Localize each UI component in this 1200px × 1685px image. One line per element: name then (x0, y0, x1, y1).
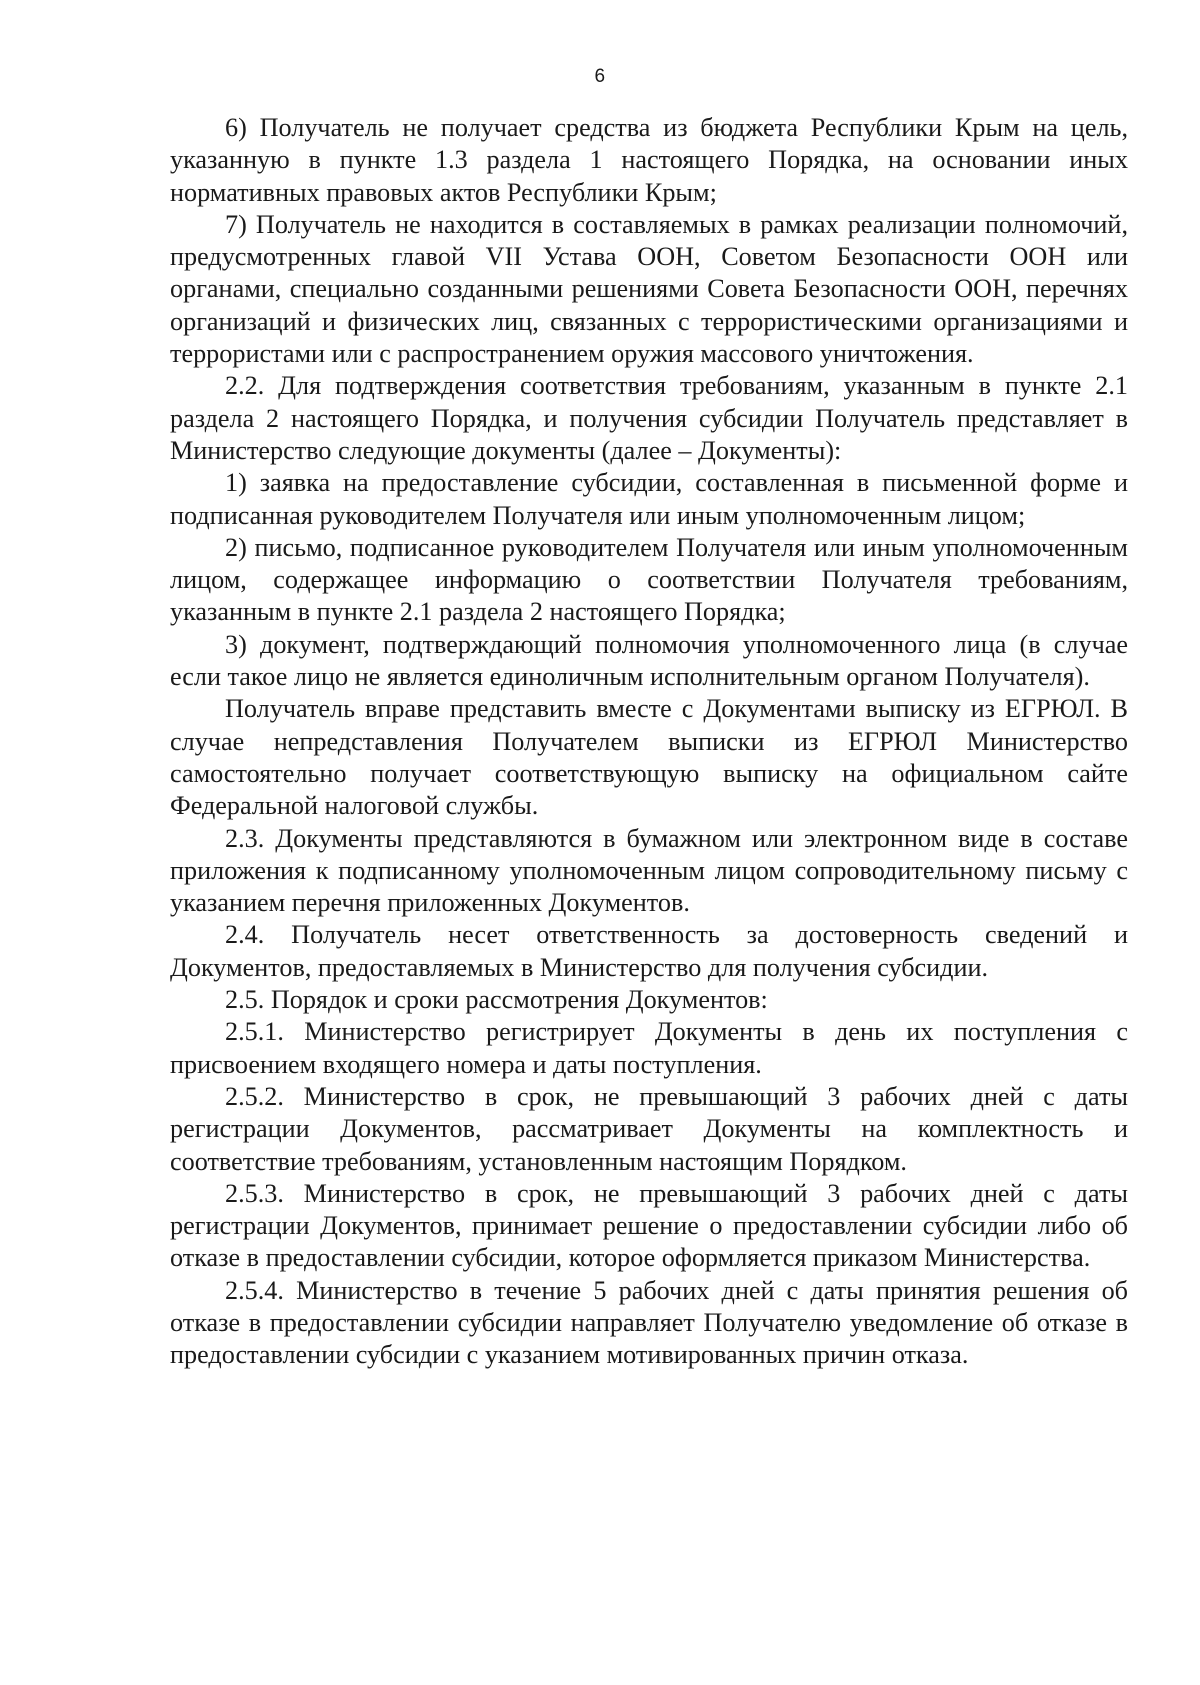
paragraph-egrul: Получатель вправе представить вместе с Документами выписку из ЕГРЮЛ. В случае непредставления Получателем выписки из ЕГРЮЛ Министерство самостоятельно получает соответствующую выписку на официальном сайте Федеральной налоговой службы. (170, 694, 1128, 821)
paragraph-2-5: 2.5. Порядок и сроки рассмотрения Документов: (225, 985, 768, 1015)
document-body (170, 112, 1128, 1372)
paragraph-2-2: 2.2. Для подтверждения соответствия требованиям, указанным в пункте 2.1 раздела 2 настоящего Порядка, и получения субсидии Получатель представляет в Министерство следующие документы (далее – Документы): (170, 371, 1128, 465)
paragraph-2-5-3: 2.5.3. Министерство в срок, не превышающий 3 рабочих дней с даты регистрации Документов, принимает решение о предоставлении субсидии либо об отказе в предоставлении субсидии, которое оформляется приказом Министерства. (170, 1178, 1128, 1273)
page-number: 6 (594, 66, 606, 87)
paragraph-2-4: 2.4. Получатель несет ответственность за достоверность сведений и Документов, предоставляемых в Министерство для получения субсидии. (170, 920, 1128, 982)
paragraph-2-5-4: 2.5.4. Министерство в течение 5 рабочих дней с даты принятия решения об отказе в предоставлении субсидии направляет Получателю уведомление об отказе в предоставлении субсидии с указанием мотивированных причин отказа. (170, 1275, 1128, 1370)
paragraph-document-2: 2) письмо, подписанное руководителем Получателя или иным уполномоченным лицом, содержащее информацию о соответствии Получателя требованиям, указанным в пункте 2.1 раздела 2 настоящего Порядка; (170, 532, 1128, 627)
paragraph-document-1: 1) заявка на предоставление субсидии, составленная в письменной форме и подписанная руководителем Получателя или иным уполномоченным лицом; (170, 468, 1128, 530)
paragraph-document-3: 3) документ, подтверждающий полномочия уполномоченного лица (в случае если такое лицо не является единоличным исполнительным органом Получателя). (170, 629, 1128, 692)
paragraph-2-5-1: 2.5.1. Министерство регистрирует Документы в день их поступления с присвоением входящего номера и даты поступления. (170, 1017, 1128, 1079)
paragraph-item-7: 7) Получатель не находится в составляемых в рамках реализации полномочий, предусмотренных главой VII Устава ООН, Советом Безопасности ООН или органами, специально созданными решениями Совета Безопасности ООН, перечнях организаций и физических лиц, связанных с террористическими организациями и террористами или с распространением оружия массового уничтожения. (170, 209, 1128, 369)
paragraph-2-3: 2.3. Документы представляются в бумажном или электронном виде в составе приложения к подписанному уполномоченным лицом сопроводительному письму с указанием перечня приложенных Документов. (170, 823, 1128, 918)
paragraph-item-6: 6) Получатель не получает средства из бюджета Республики Крым на цель, указанную в пункте 1.3 раздела 1 настоящего Порядка, на основании иных нормативных правовых актов Республики Крым; (170, 113, 1128, 207)
paragraph-2-5-2: 2.5.2. Министерство в срок, не превышающий 3 рабочих дней с даты регистрации Документов, рассматривает Документы на комплектность и соответствие требованиям, установленным настоящим Порядком. (170, 1081, 1128, 1176)
